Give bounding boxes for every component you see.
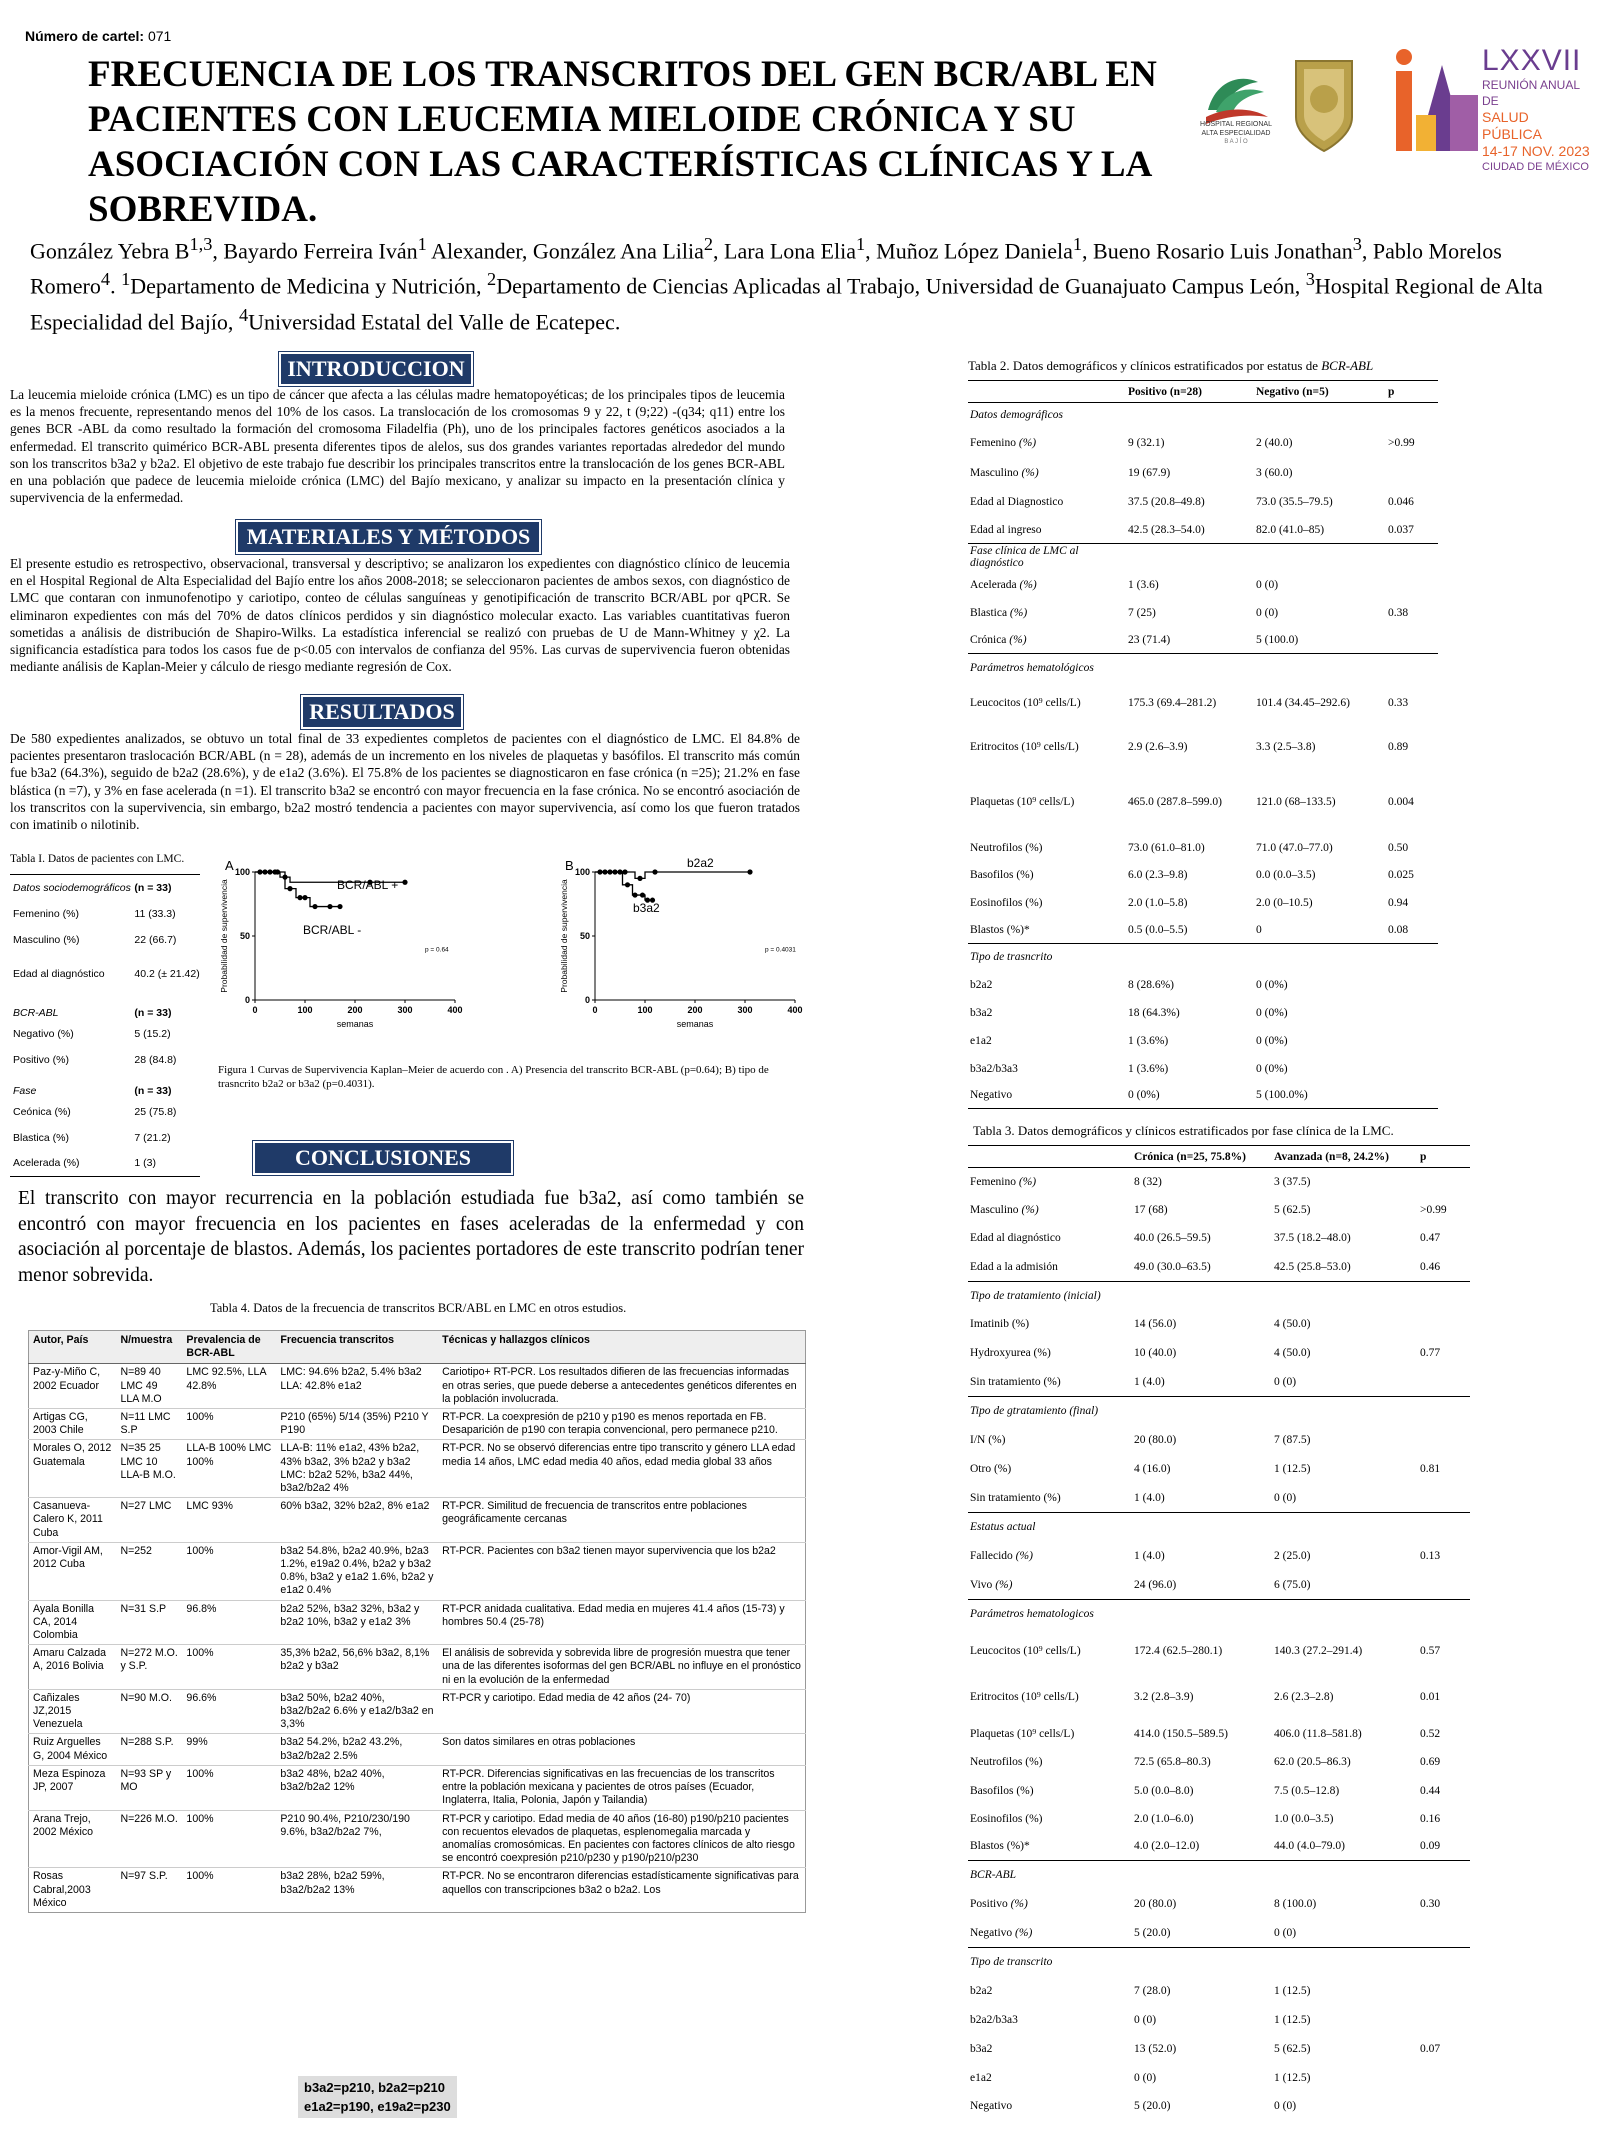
table1-row: Masculino (%) 22 (66.7) (13, 933, 177, 946)
conclusions-heading: CONCLUSIONES (253, 1141, 513, 1175)
stats-row: Edad a la admisión 49.0 (30.0–63.5) 42.5 (25.8–53.0) 0.46 (968, 1253, 1470, 1282)
stats-row: b2a2/b3a3 0 (0) 1 (12.5) (970, 2014, 1311, 2026)
stats-row: Plaquetas (10⁹ cells/L) 465.0 (287.8–599.0) 121.0 (68–133.5) 0.004 (970, 796, 1414, 808)
table1-row: Fase (n = 33) (13, 1084, 172, 1097)
censor-mark (632, 892, 637, 897)
study-row: Ruiz Arguelles G, 2004 México N=288 S.P. 99% b3a2 54.2%, b2a2 43.2%, b3a2/b2a2 2.5% Son datos similares en otras poblaciones (29, 1734, 806, 1765)
stats-row: Tipo de tratamiento (inicial) (970, 1289, 1101, 1302)
stats-row: b3a2/b3a3 1 (3.6%) 0 (0%) (970, 1062, 1288, 1075)
stats-row: Sin tratamiento (%) 1 (4.0) 0 (0) (968, 1368, 1470, 1397)
y-tick-label: 0 (584, 995, 590, 1005)
censor-mark (327, 904, 332, 909)
stats-row: Blastos (%)* 0.5 (0.0–5.5) 0 0.08 (968, 917, 1438, 944)
stats-row: Leucocitos (10⁹ cells/L) 175.3 (69.4–281.2) 101.4 (34.45–292.6) 0.33 (970, 696, 1409, 709)
x-tick-label: 400 (787, 1005, 803, 1015)
stats-row: e1a2 0 (0) 1 (12.5) (970, 2072, 1311, 2084)
stats-row: Estatus actual (970, 1521, 1036, 1534)
censor-mark (637, 876, 642, 881)
table1-row: Datos sociodemográficos (n = 33) (13, 881, 172, 894)
x-tick-label: 100 (297, 1005, 313, 1015)
stats-row: Acelerada (%) 1 (3.6) 0 (0) (970, 578, 1279, 591)
censor-mark (402, 880, 407, 885)
stats-row: b2a2 8 (28.6%) 0 (0%) (970, 978, 1288, 991)
censor-mark (652, 869, 657, 874)
stats-row: Datos demográficos (970, 408, 1063, 421)
study-row: Meza Espinoza JP, 2007 N=93 SP y MO 100% b3a2 48%, b2a2 40%, b3a2/b2a2 12% RT-PCR. Diferencias significativas en las frecuencias de los transcritos entre la población mexicana y pacientes de otros países (Ecuador, Inglaterra, Italia, Polonia, Japón y Tailandia) (29, 1765, 806, 1810)
study-row: Casanueva-Calero K, 2011 Cuba N=27 LMC LMC 93% 60% b3a2, 32% b2a2, 8% e1a2 RT-PCR. Similitud de frecuencia de transcritos entre poblaciones geográficamente cercanas (29, 1498, 806, 1543)
stats-row: Blastica (%) 7 (25) 0 (0) 0.38 (970, 606, 1409, 619)
poster-number: Número de cartel: 071 (25, 28, 172, 44)
seal-icon (1290, 55, 1358, 155)
study-row: Artigas CG, 2003 Chile N=11 LMC S.P 100% P210 (65%) 5/14 (35%) P210 Y P190 RT-PCR. La coexpresión de p210 y p190 es menos reportada en FB. Desaparición de p190 con terapia convencional, pero permanece p210. (29, 1409, 806, 1440)
phase-table: Crónica (n=25, 75.8%) Avanzada (n=8, 24.2%) p Femenino (%) 8 (32) 3 (37.5) Masculino (%) 17 (68) 5 (62.5) >0.99 Edad al diagnóstico 40.0 (26.5–59.5) 37.5 (18.2–48.0) 0.47 Edad a la admisión 49.0 (30.0–63.5) 42.5 (25.8–53.0) 0.46 Tipo de tratamiento (inicial) Imatinib (%) 14 (56.0) 4 (50.0) Hydroxyurea (%) 10 (40.0) 4 (50.0) 0.77 Sin tratamiento (%) 1 (4.0) 0 (0) Tipo de gtratamiento (final) I/N (%) 20 (80.0) 7 (87.5) Otro (%) 4 (16.0) 1 (12.5) 0.81 Sin tratamiento (%) 1 (4.0) 0 (0) Estatus actual Fallecido (%) 1 (4.0) 2 (25.0) 0.13 Vivo (%) 24 (96.0) 6 (75.0) Parámetros hematologicos Leucocitos (10⁹ cells/L) 172.4 (62.5–280.1) 140.3 (27.2–291.4) 0.57 Eritrocitos (10⁹ cells/L) 3.2 (2.8–3.9) 2.6 (2.3–2.8) 0.01 Plaquetas (10⁹ cells/L) 414.0 (150.5–589.5) 406.0 (11.8–581.8) 0.52 Neutrofilos (%) 72.5 (65.8–80.3) 62.0 (20.5–86.3) 0.69 Basofilos (%) 5.0 (0.0–8.0) 7.5 (0.5–12.8) 0.44 Eosinofilos (%) 2.0 (1.0–6.0) 1.0 (0.0–3.5) 0.16 Blastos (%)* 4.0 (2.0–12.0) 44.0 (4.0–79.0) 0.09 BCR-ABL Positivo (%) 20 (80.0) 8 (100.0) 0.30 Negativo (%) 5 (20.0) 0 (0) Tipo de transcrito b2a2 7 (28.0) 1 (12.5) b2a2/b3a3 0 (0) 1 (12.5) b3a2 13 (52.0) 5 (62.5) 0.07 e1a2 0 (0) 1 (12.5) Negativo 5 (20.0) 0 (0) (968, 1145, 1470, 2119)
y-tick-label: 100 (574, 867, 590, 877)
stats-row: Imatinib (%) 14 (56.0) 4 (50.0) (970, 1318, 1311, 1330)
x-tick-label: 0 (252, 1005, 258, 1015)
stats-row: I/N (%) 20 (80.0) 7 (87.5) (970, 1434, 1311, 1446)
censor-mark (297, 895, 302, 900)
censor-mark (640, 892, 645, 897)
university-seal (1290, 55, 1358, 155)
table3-caption: Tabla 3. Datos demográficos y clínicos estratificados por fase clínica de la LMC. (973, 1123, 1394, 1138)
table1-row: Femenino (%) 11 (33.3) (13, 907, 176, 920)
series-label: b3a2 (633, 901, 660, 915)
stats-row: Eosinofilos (%) 2.0 (1.0–6.0) 1.0 (0.0–3.5) 0.16 (970, 1812, 1441, 1825)
stats-row: Tipo de transcrito (970, 1956, 1053, 1969)
table1-caption: Tabla I. Datos de pacientes con LMC. (10, 853, 185, 865)
stats-row: Parámetros hematológicos (970, 661, 1094, 674)
y-tick-label: 50 (579, 931, 590, 941)
x-tick-label: 100 (637, 1005, 653, 1015)
methods-heading: MATERIALES Y MÉTODOS (236, 520, 541, 554)
stats-row: Vivo (%) 24 (96.0) 6 (75.0) (968, 1571, 1470, 1600)
stats-row: Neutrofilos (%) 72.5 (65.8–80.3) 62.0 (20.5–86.3) 0.69 (970, 1756, 1441, 1768)
stats-row: Femenino (%) 8 (32) 3 (37.5) (970, 1175, 1311, 1188)
results-heading: RESULTADOS (301, 695, 463, 729)
stats-row: Parámetros hematologicos (970, 1608, 1094, 1621)
table1-row: Acelerada (%) 1 (3) (13, 1157, 156, 1170)
stats-row: Eritrocitos (10⁹ cells/L) 2.9 (2.6–3.9) 3.3 (2.5–3.8) 0.89 (970, 740, 1409, 753)
km-chart-a (215, 855, 475, 1030)
table4-caption: Tabla 4. Datos de la frecuencia de transcritos BCR/ABL en LMC en otros estudios. (210, 1301, 627, 1315)
intro-text: La leucemia mieloide crónica (LMC) es un tipo de cáncer que afecta a las células madre hematopoyéticas; de los principales tipos de leucemia es la menos frecuente, representando menos del 10% de los casos. La translocación de los cromosomas 9 y 22, t (9;22) -(q34; q11) entre los genes BCR -ABL da como resultado la formación del cromosoma Filadelfia (Ph), uno de los principales factores genéticos asociados a la enfermedad. El transcrito quimérico BCR-ABL presenta diferentes tipos de alelos, sus dos grandes variantes reportadas alrededor del mundo son los transcritos b3a2 y b2a2. El objetivo de este trabajo fue describir los principales transcritos entre la translocación de los genes BCR-ABL en una población que padece de leucemia mieloide crónica (LMC) del Bajío mexicano, y analizar su impacto en la presentación clínica y supervivencia de la enfermedad. (10, 387, 785, 506)
patients-table (10, 874, 200, 1177)
figure1-caption: Figura 1 Curvas de Supervivencia Kaplan–Meier de acuerdo con . A) Presencia del transcrito BCR-ABL (p=0.64); B) tipo de trasncrito b2a2 or b3a2 (p=0.4031). (218, 1064, 769, 1090)
stats-row: Sin tratamiento (%) 1 (4.0) 0 (0) (968, 1484, 1470, 1513)
stats-row: Masculino (%) 17 (68) 5 (62.5) >0.99 (970, 1203, 1447, 1216)
stats-row: Fallecido (%) 1 (4.0) 2 (25.0) 0.13 (970, 1550, 1441, 1562)
panel-label: B (565, 858, 574, 873)
stats-row: Edad al ingreso 42.5 (28.3–54.0) 82.0 (41.0–85) 0.037 (968, 517, 1438, 544)
study-row: Amor-Vigil AM, 2012 Cuba N=252 100% b3a2 54.8%, b2a2 40.9%, b2a3 1.2%, e19a2 0.4%, b2a2 y b3a2 0.8%, b3a2 y e1a2 1.6%, b2a2 y e1a2 0.4% RT-PCR. Pacientes con b3a2 tienen mayor supervivencia que los b2a2 (29, 1542, 806, 1600)
table1-row: Negativo (%) 5 (15.2) (13, 1027, 171, 1040)
stats-row: Otro (%) 4 (16.0) 1 (12.5) 0.81 (970, 1463, 1441, 1475)
stats-row: Eritrocitos (10⁹ cells/L) 3.2 (2.8–3.9) 2.6 (2.3–2.8) 0.01 (970, 1690, 1441, 1703)
stats-row: e1a2 1 (3.6%) 0 (0%) (970, 1034, 1288, 1047)
stats-row: Hydroxyurea (%) 10 (40.0) 4 (50.0) 0.77 (970, 1347, 1441, 1359)
stats-row: Negativo 5 (20.0) 0 (0) (970, 2099, 1297, 2112)
censor-mark (287, 886, 292, 891)
stats-row: b2a2 7 (28.0) 1 (12.5) (970, 1985, 1311, 1997)
censor-mark (625, 882, 630, 887)
series-label: BCR/ABL - (303, 923, 362, 937)
table1-row: Positivo (%) 28 (84.8) (13, 1053, 177, 1066)
stats-row: Negativo (%) 5 (20.0) 0 (0) (968, 1919, 1470, 1948)
event-graphic-icon (1390, 45, 1482, 155)
survival-line-1 (255, 872, 340, 907)
table2-caption: Tabla 2. Datos demográficos y clínicos estratificados por estatus de BCR-ABL (968, 358, 1374, 373)
methods-text: El presente estudio es retrospectivo, observacional, transversal y descriptivo; se analizaron los expedientes con diagnóstico clínico de leucemia en el Hospital Regional de Alta Especialidad del Bajío entre los años 2008-2018; se seleccionaron pacientes de ambos sexos, con diagnóstico de LMC que contaran con inmunofenotipo y cariotipo, conteo de células sanguíneas y genotipificación de transcrito BCR/ABL por qPCR. Se eliminaron expedientes con más del 70% de datos clínicos perdidos y sin diagnóstico molecular exacto. Las variables cuantitativas fueron sometidas a análisis de distribución de Shapiro-Wilks. La estadística inferencial se realizó con pruebas de U de Mann-Whitney y χ2. La significancia estadística para todos los casos fue de p<0.05 con intervalos de confianza del 95%. Las curvas de supervivencia fueron obtenidas mediante análisis de Kaplan-Meier y cálculo de riesgo mediante regresión de Cox. (10, 556, 790, 675)
p-value: p = 0.64 (425, 946, 449, 954)
results-text: De 580 expedientes analizados, se obtuvo un total final de 33 expedientes completos de pacientes con el diagnóstico de LMC. El 84.8% de pacientes presentaron traslocación BCR/ABL (n = 28), además de un incremento en los niveles de plaquetas y basófilos. El transcrito más común fue b3a2 (64.3%), seguido de b2a2 (28.6%), y de e1a2 (3.6%). El 75.8% de los pacientes se diagnosticaron en fase crónica (n =25); 21.2% en fase blástica (n =7), y 3% en fase acelerada (n =1). El transcrito b3a2 se encontró con mayor frecuencia en la fase crónica. No se encontró asociación de los transcritos con la supervivencia, sin embargo, b2a2 mostró tendencia a pacientes con mayor supervivencia, así como los que fueron tratados con imatinib o nilotinib. (10, 731, 800, 833)
x-axis-label: semanas (336, 1019, 374, 1029)
y-tick-label: 0 (244, 995, 250, 1005)
bcr-abl-table: Positivo (n=28) Negativo (n=5) p Datos demográficos Femenino (%) 9 (32.1) 2 (40.0) >0.99 Masculino (%) 19 (67.9) 3 (60.0) Edad al Diagnostico 37.5 (20.8–49.8) 73.0 (35.5–79.5) 0.046 Edad al ingreso 42.5 (28.3–54.0) 82.0 (41.0–85) 0.037 Fase clínica de LMC al diagnóstico Acelerada (%) 1 (3.6) 0 (0) Blastica (%) 7 (25) 0 (0) 0.38 Crónica (%) 23 (71.4) 5 (100.0) Parámetros hematológicos Leucocitos (10⁹ cells/L) 175.3 (69.4–281.2) 101.4 (34.45–292.6) 0.33 Eritrocitos (10⁹ cells/L) 2.9 (2.6–3.9) 3.3 (2.5–3.8) 0.89 Plaquetas (10⁹ cells/L) 465.0 (287.8–599.0) 121.0 (68–133.5) 0.004 Neutrofilos (%) 73.0 (61.0–81.0) 71.0 (47.0–77.0) 0.50 Basofilos (%) 6.0 (2.3–9.8) 0.0 (0.0–3.5) 0.025 Eosinofilos (%) 2.0 (1.0–5.8) 2.0 (0–10.5) 0.94 Blastos (%)* 0.5 (0.0–5.5) 0 0.08 Tipo de trasncrito b2a2 8 (28.6%) 0 (0%) b3a2 18 (64.3%) 0 (0%) e1a2 1 (3.6%) 0 (0%) b3a2/b3a3 1 (3.6%) 0 (0%) Negativo 0 (0%) 5 (100.0%) (968, 380, 1438, 1109)
x-tick-label: 200 (687, 1005, 703, 1015)
study-row: Cañizales JZ,2015 Venezuela N=90 M.O. 96.6% b3a2 50%, b2a2 40%, b3a2/b2a2 6.6% y e1a2/b3a2 en 3,3% RT-PCR y cariotipo. Edad media de 42 años (24- 70) (29, 1689, 806, 1734)
table1-row: BCR-ABL (n = 33) (13, 1006, 172, 1019)
stats-row: Basofilos (%) 5.0 (0.0–8.0) 7.5 (0.5–12.8) 0.44 (970, 1784, 1441, 1797)
table1-row: Blastica (%) 7 (21.2) (13, 1131, 171, 1144)
study-row: Paz-y-Miño C, 2002 Ecuador N=89 40 LMC 49 LLA M.O LMC 92.5%, LLA 42.8% LMC: 94.6% b2a2, 5.4% b3a2 LLA: 42.8% e1a2 Cariotipo+ RT-PCR. Los resultados difieren de las frecuencias informadas en otras series, que puede deberse a antecedentes genéticos diferentes en la población involucrada. (29, 1364, 806, 1409)
y-axis-label: Probabilidad de supervivencia (219, 879, 229, 993)
x-tick-label: 0 (592, 1005, 598, 1015)
transcript-legend: b3a2=p210, b2a2=p210 e1a2=p190, e19a2=p230 (298, 2076, 457, 2118)
p-value: p = 0.4031 (765, 946, 796, 954)
series-label: b2a2 (687, 856, 714, 870)
censor-mark (312, 904, 317, 909)
conclusions-text: El transcrito con mayor recurrencia en la población estudiada fue b3a2, así como también se encontró con mayor frecuencia en los pacientes en fases aceleradas de la enfermedad y con asociación al porcentaje de blastos. Además, los pacientes portadores de este transcrito podrían tener menor sobrevida. (18, 1188, 804, 1286)
study-row: Amaru Calzada A, 2016 Bolivia N=272 M.O. y S.P. 100% 35,3% b2a2, 56,6% b3a2, 8,1% b2a2 y b3a2 El análisis de sobrevida y sobrevida libre de progresión muestra que tener una de las diferentes isoformas del gen BCR/ABL no influye en el pronóstico ni en la evolución de la enfermedad (29, 1645, 806, 1690)
hospital-logo: HOSPITAL REGIONAL ALTA ESPECIALIDAD B A J Í O (1186, 62, 1286, 150)
stats-row: Tipo de trasncrito (970, 951, 1053, 964)
authors-affiliations: González Yebra B$^{1,3}$, Bayardo Ferreira Iván$^1$ Alexander, González Ana Lilia$^2$, Lara Lona Elia$^1$, Muñoz López Daniela$^1$, Bueno Rosario Luis Jonathan$^3$, Pablo Morelos Romero$^4$. $^1$Departamento de Medicina y Nutrición, $^2$Departamento de Ciencias Aplicadas al Trabajo, Universidad de Guanajuato Campus León, $^3$Hospital Regional de Alta Especialidad del Bajío, $^4$Universidad Estatal del Valle de Ecatepec. (30, 234, 1543, 334)
x-tick-label: 200 (347, 1005, 363, 1015)
stats-row: Blastos (%)* 4.0 (2.0–12.0) 44.0 (4.0–79.0) 0.09 (968, 1833, 1470, 1861)
stats-row: Edad al diagnóstico 40.0 (26.5–59.5) 37.5 (18.2–48.0) 0.47 (970, 1232, 1441, 1244)
y-tick-label: 100 (234, 867, 250, 877)
study-row: Ayala Bonilla CA, 2014 Colombia N=31 S.P 96.8% b2a2 52%, b3a2 32%, b3a2 y b2a2 10%, b3a2 y e1a2 3% RT-PCR anidada cualitativa. Edad media en mujeres 41.4 años (15-73) y hombres 50.4 (25-78) (29, 1600, 806, 1645)
stats-row: Femenino (%) 9 (32.1) 2 (40.0) >0.99 (970, 436, 1415, 449)
stats-row: b3a2 18 (64.3%) 0 (0%) (970, 1006, 1288, 1019)
stats-row: Neutrofilos (%) 73.0 (61.0–81.0) 71.0 (47.0–77.0) 0.50 (970, 841, 1409, 854)
event-logo: LXXVII REUNIÓN ANUAL DE SALUD PÚBLICA 14-17 NOV. 2023 CIUDAD DE MÉXICO (1390, 45, 1590, 155)
censor-mark (747, 869, 752, 874)
km-chart-b (555, 855, 825, 1030)
studies-table: Autor, País N/muestra Prevalencia de BCR-ABL Frecuencia transcritos Técnicas y hallazgos clínicos Paz-y-Miño C, 2002 Ecuador N=89 40 LMC 49 LLA M.O LMC 92.5%, LLA 42.8% LMC: 94.6% b2a2, 5.4% b3a2 LLA: 42.8% e1a2 Cariotipo+ RT-PCR. Los resultados difieren de las frecuencias informadas en otras series, que puede deberse a antecedentes genéticos diferentes en la población involucrada. Artigas CG, 2003 Chile N=11 LMC S.P 100% P210 (65%) 5/14 (35%) P210 Y P190 RT-PCR. La coexpresión de p210 y p190 es menos reportada en FB. Desaparición de p190 con terapia convencional, pero permanece p210. Morales O, 2012 Guatemala N=35 25 LMC 10 LLA-B M.O. LLA-B 100% LMC 100% LLA-B: 11% e1a2, 43% b2a2, 43% b3a2, 3% b2a2 y b3a2 LMC: b2a2 52%, b3a2 44%, b3a2/b2a2 4% RT-PCR. No se observó diferencias entre tipo transcrito y género LLA edad media 14 años, LMC edad media 40 años, edad media global 33 años Casanueva-Calero K, 2011 Cuba N=27 LMC LMC 93% 60% b3a2, 32% b2a2, 8% e1a2 RT-PCR. Similitud de frecuencia de transcritos entre poblaciones geográficamente cercanas Amor-Vigil AM, 2012 Cuba N=252 100% b3a2 54.8%, b2a2 40.9%, b2a3 1.2%, e19a2 0.4%, b2a2 y b3a2 0.8%, b3a2 y e1a2 1.6%, b2a2 y e1a2 0.4% RT-PCR. Pacientes con b3a2 tienen mayor supervivencia que los b2a2 Ayala Bonilla CA, 2014 Colombia N=31 S.P 96.8% b2a2 52%, b3a2 32%, b3a2 y b2a2 10%, b3a2 y e1a2 3% RT-PCR anidada cualitativa. Edad media en mujeres 41.4 años (15-73) y hombres 50.4 (25-78) Amaru Calzada A, 2016 Bolivia N=272 M.O. y S.P. 100% 35,3% b2a2, 56,6% b3a2, 8,1% b2a2 y b3a2 El análisis de sobrevida y sobrevida libre de progresión muestra que tener una de las diferentes isoformas del gen BCR/ABL no influye en el pronóstico ni en la evolución de la enfermedad Cañizales JZ,2015 Venezuela N=90 M.O. 96.6% b3a2 50%, b2a2 40%, b3a2/b2a2 6.6% y e1a2/b3a2 en 3,3% RT-PCR y cariotipo. Edad media de 42 años (24- 70) Ruiz Arguelles G, 2004 México N=288 S.P. 99% b3a2 54.2%, b2a2 43.2%, b3a2/b2a2 2.5% Son datos similares en otras poblaciones Meza Espinoza JP, 2007 N=93 SP y MO 100% b3a2 48%, b2a2 40%, b3a2/b2a2 12% RT-PCR. Diferencias significativas en las frecuencias de los transcritos entre la población mexicana y pacientes de otros países (Ecuador, Inglaterra, Italia, Polonia, Japón y Tailandia) Arana Trejo, 2002 México N=226 M.O. 100% P210 90.4%, P210/230/190 9.6%, b3a2/b2a2 7%, RT-PCR y cariotipo. Edad media de 40 años (16-80) p190/p210 pacientes con recuentos elevados de plaquetas, esplenomegalia marcada y anomalías cromosómicas. En pacientes con factores clínicos de alto riesgo se encontró coexpresión p210/p230 y p190/p210/p230 Rosas Cabral,2003 México N=97 S.P. 100% b3a2 28%, b2a2 59%, b3a2/b2a2 13% RT-PCR. No se encontraron diferencias estadísticamente significativas para aquellos con transcripciones b3a2 o b2a2. Los (28, 1330, 806, 1913)
stats-row: Negativo 0 (0%) 5 (100.0%) (968, 1083, 1438, 1109)
censor-mark (337, 904, 342, 909)
study-row: Morales O, 2012 Guatemala N=35 25 LMC 10 LLA-B M.O. LLA-B 100% LMC 100% LLA-B: 11% e1a2, 43% b2a2, 43% b3a2, 3% b2a2 y b3a2 LMC: b2a2 52%, b3a2 44%, b3a2/b2a2 4% RT-PCR. No se observó diferencias entre tipo transcrito y género LLA edad media 14 años, LMC edad media 40 años, edad media global 33 años (29, 1440, 806, 1498)
intro-heading: INTRODUCCION (279, 352, 473, 386)
stats-row: Plaquetas (10⁹ cells/L) 414.0 (150.5–589.5) 406.0 (11.8–581.8) 0.52 (970, 1727, 1441, 1740)
stats-row: Crónica (%) 23 (71.4) 5 (100.0) (968, 627, 1438, 654)
stats-row: Leucocitos (10⁹ cells/L) 172.4 (62.5–280.1) 140.3 (27.2–291.4) 0.57 (970, 1645, 1441, 1657)
stats-row: BCR-ABL (970, 1869, 1016, 1882)
panel-label: A (225, 858, 234, 873)
study-row: Rosas Cabral,2003 México N=97 S.P. 100% b3a2 28%, b2a2 59%, b3a2/b2a2 13% RT-PCR. No se encontraron diferencias estadísticamente significativas para aquellos con transcripciones b3a2 o b2a2. Los (29, 1868, 806, 1913)
y-tick-label: 50 (239, 931, 250, 941)
censor-mark (622, 869, 627, 874)
censor-mark (302, 895, 307, 900)
stats-row: Eosinofilos (%) 2.0 (1.0–5.8) 2.0 (0–10.5) 0.94 (970, 896, 1409, 909)
table1-row: Edad al diagnóstico 40.2 (± 21.42) (13, 967, 200, 980)
poster-title: FRECUENCIA DE LOS TRANSCRITOS DEL GEN BCR/ABL EN PACIENTES CON LEUCEMIA MIELOIDE CRÓNICA Y SU ASOCIACIÓN CON LAS CARACTERÍSTICAS CLÍNICAS Y LA SOBREVIDA. (88, 54, 1157, 230)
x-axis-label: semanas (676, 1019, 714, 1029)
x-tick-label: 300 (397, 1005, 413, 1015)
table1-row: Ceónica (%) 25 (75.8) (13, 1105, 177, 1118)
stats-row: Edad al Diagnostico 37.5 (20.8–49.8) 73.0 (35.5–79.5) 0.046 (970, 496, 1414, 508)
stats-row: Fase clínica de LMC al diagnóstico (970, 545, 1079, 570)
stats-row: Basofilos (%) 6.0 (2.3–9.8) 0.0 (0.0–3.5) 0.025 (970, 868, 1414, 881)
stats-row: Masculino (%) 19 (67.9) 3 (60.0) (970, 467, 1293, 479)
y-axis-label: Probabilidad de supervivencia (559, 879, 569, 993)
x-tick-label: 300 (737, 1005, 753, 1015)
stats-row: Positivo (%) 20 (80.0) 8 (100.0) 0.30 (970, 1898, 1441, 1910)
series-label: BCR/ABL + (337, 878, 399, 892)
x-tick-label: 400 (447, 1005, 463, 1015)
stats-row: Tipo de gtratamiento (final) (970, 1405, 1099, 1418)
stats-row: b3a2 13 (52.0) 5 (62.5) 0.07 (970, 2043, 1441, 2055)
study-row: Arana Trejo, 2002 México N=226 M.O. 100% P210 90.4%, P210/230/190 9.6%, b3a2/b2a2 7%, RT-PCR y cariotipo. Edad media de 40 años (16-80) p190/p210 pacientes con recuentos elevados de plaquetas, esplenomegalia marcada y anomalías cromosómicas. En pacientes con factores clínicos de alto riesgo se encontró coexpresión p210/p230 y p190/p210/p230 (29, 1810, 806, 1868)
